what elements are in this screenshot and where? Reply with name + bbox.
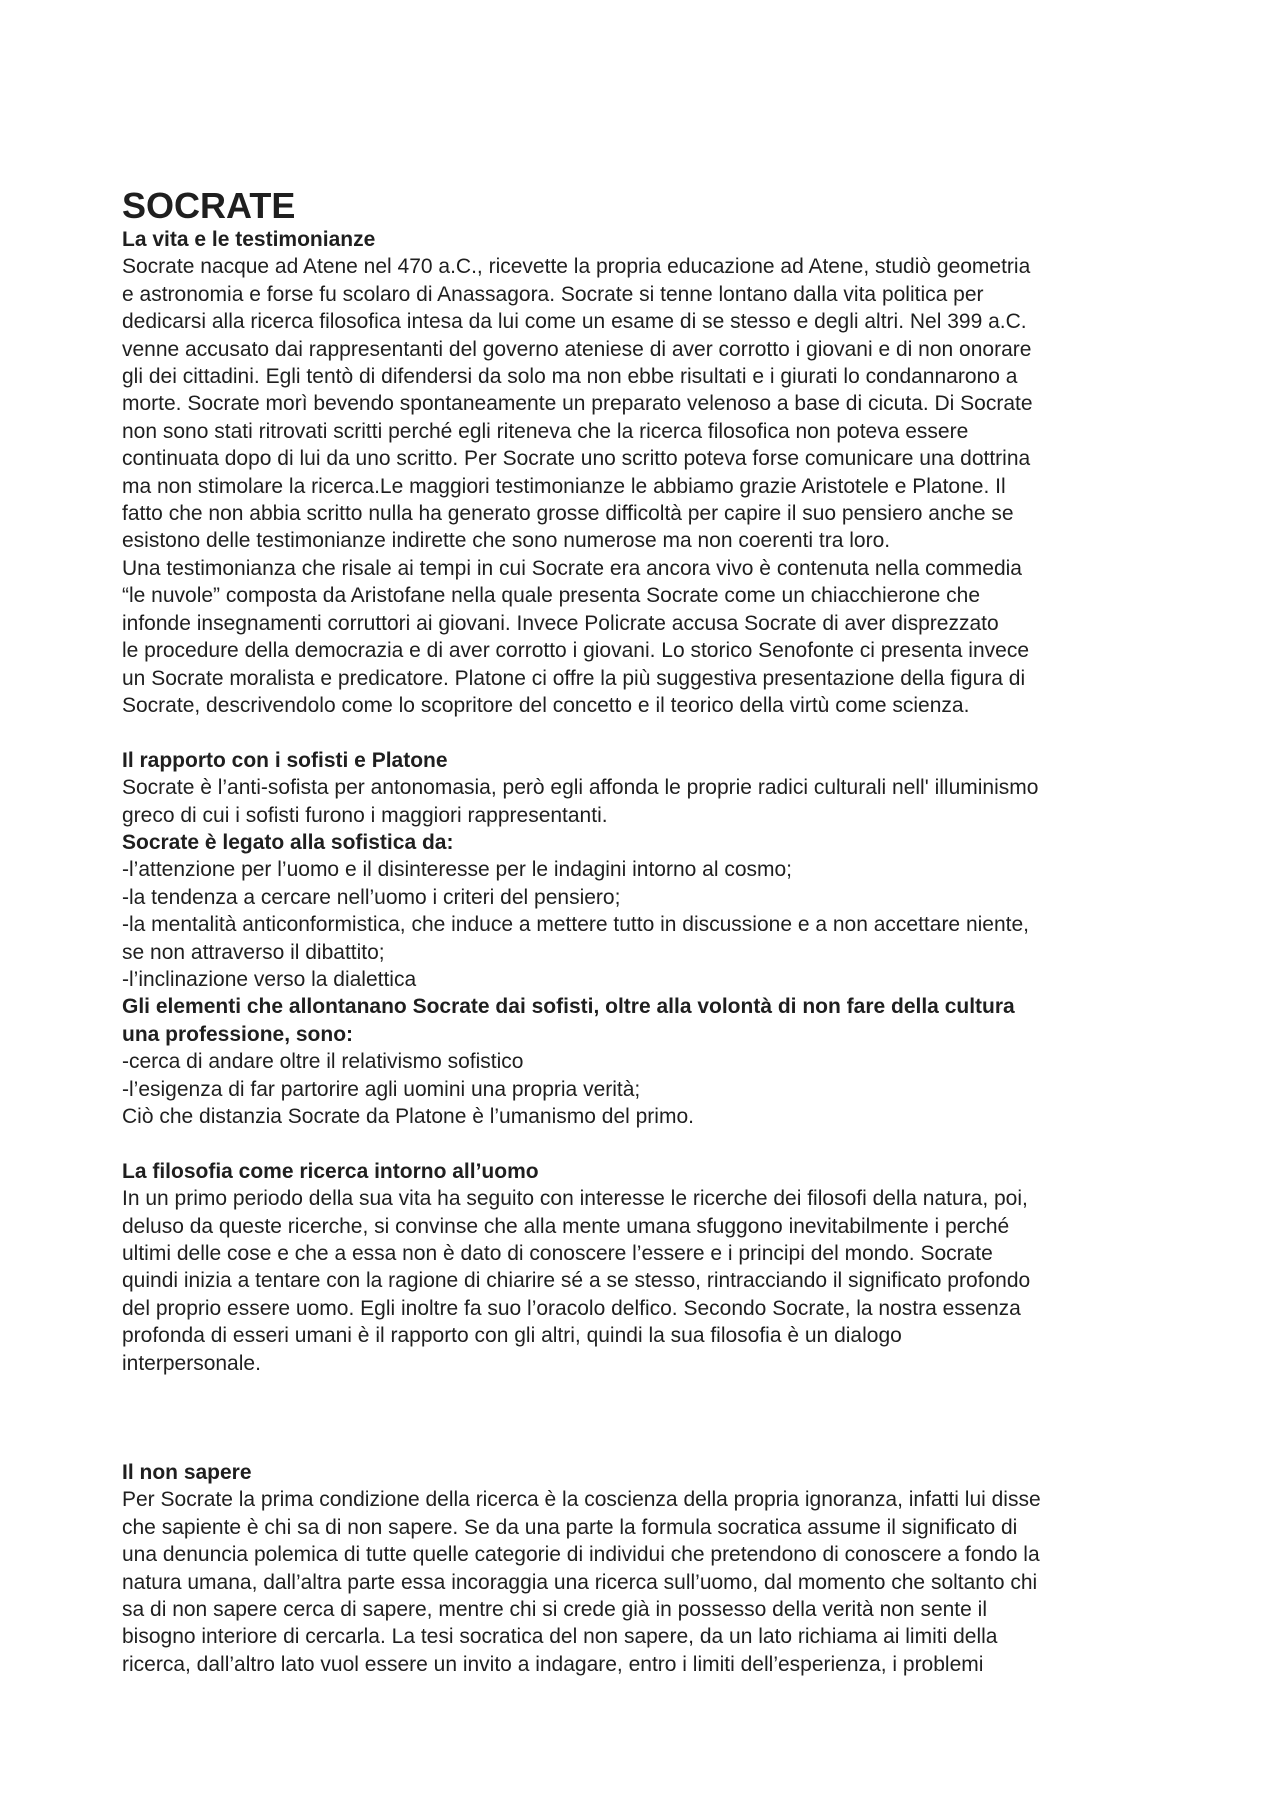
section-heading: La filosofia come ricerca intorno all’uomo [122,1159,539,1183]
paragraph-line: Una testimonianza che risale ai tempi in cui Socrate era ancora vivo è contenuta nella commedia [122,556,1022,580]
section-non-sapere [122,1459,1172,1678]
paragraph-line: bisogno interiore di cercarla. La tesi socratica del non sapere, da un lato richiama ai limiti della [122,1625,998,1649]
paragraph-line: fatto che non abbia scritto nulla ha generato grosse difficoltà per capire il suo pensiero anche se [122,502,1014,526]
paragraph-line: ultimi delle cose e che a essa non è dato di conoscere l’essere e i principi del mondo. Socrate [122,1242,993,1265]
subheading: una professione, sono: [122,1022,354,1046]
document-title: SOCRATE [122,185,296,226]
section-filosofia [122,1158,1172,1377]
paragraph-line: deluso da queste ricerche, si convinse che alla mente umana sfuggono inevitabilmente i perché [122,1214,1010,1238]
list-item: se non attraverso il dibattito; [122,940,385,964]
paragraph-line: greco di cui i sofisti furono i maggiori rappresentanti. [122,803,608,827]
paragraph-line: ma non stimolare la ricerca.Le maggiori testimonianze le abbiamo grazie Aristotele e Platone. Il [122,474,1006,498]
subheading: Gli elementi che allontanano Socrate dai sofisti, oltre alla volontà di non fare della cultura [122,995,1015,1019]
paragraph-line: morte. Socrate morì bevendo spontaneamente un preparato velenoso a base di cicuta. Di Socrate [122,392,1033,416]
section-heading: Il rapporto con i sofisti e Platone [122,748,448,772]
paragraph-line: un Socrate moralista e predicatore. Platone ci offre la più suggestiva presentazione della figura di [122,666,1026,690]
list-item: -la tendenza a cercare nell’uomo i criteri del pensiero; [122,885,621,909]
paragraph-line: una denuncia polemica di tutte quelle categorie di individui che pretendono di conoscere a fondo la [122,1543,1040,1567]
paragraph-line: sa di non sapere cerca di sapere, mentre chi si crede già in possesso della verità non sente il [122,1598,987,1622]
paragraph-line: In un primo periodo della sua vita ha seguito con interesse le ricerche dei filosofi della natura, poi, [122,1187,1028,1211]
paragraph-line: ricerca, dall’altro lato vuol essere un invito a indagare, entro i limiti dell’esperienza, i problemi [122,1652,984,1676]
section-heading: Il non sapere [122,1461,252,1485]
paragraph-line: esistono delle testimonianze indirette che sono numerose ma non coerenti tra loro. [122,529,891,553]
paragraph-line: Socrate, descrivendolo come lo scopritore del concetto e il teorico della virtù come scienza. [122,693,970,717]
paragraph-line: Per Socrate la prima condizione della ricerca è la coscienza della propria ignoranza, infatti lui disse [122,1488,1041,1512]
paragraph-line: che sapiente è chi sa di non sapere. Se da una parte la formula socratica assume il significato di [122,1515,1018,1539]
paragraph-line: non sono stati ritrovati scritti perché egli riteneva che la ricerca filosofica non poteva essere [122,419,969,443]
paragraph-line: Socrate è l’anti-sofista per antonomasia, però egli affonda le proprie radici culturali nell' illuminismo [122,776,1039,800]
paragraph-line: interpersonale. [122,1351,261,1375]
subheading: Socrate è legato alla sofistica da: [122,830,454,854]
paragraph-line: dedicarsi alla ricerca filosofica intesa da lui come un esame di se stesso e degli altri. Nel 399 a.C. [122,310,1027,334]
blank-line [122,1130,1172,1157]
list-item: -l’inclinazione verso la dialettica [122,967,417,991]
paragraph-line: Ciò che distanzia Socrate da Platone è l’umanismo del primo. [122,1104,694,1128]
paragraph-line: e astronomia e forse fu scolaro di Anassagora. Socrate si tenne lontano dalla vita politica per [122,282,984,306]
document-body [122,186,1172,1678]
blank-line [122,719,1172,746]
list-item: -la mentalità anticonformistica, che induce a mettere tutto in discussione e a non accettare niente, [122,913,1029,937]
paragraph-line: gli dei cittadini. Egli tentò di difendersi da solo ma non ebbe risultati e i giurati lo condannarono a [122,365,1018,389]
paragraph-line: infonde insegnamenti corruttori ai giovani. Invece Policrate accusa Socrate di aver disprezzato [122,611,999,635]
paragraph-line: venne accusato dai rappresentanti del governo ateniese di aver corrotto i giovani e di non onorare [122,337,1032,361]
list-item: -cerca di andare oltre il relativismo sofistico [122,1050,524,1074]
paragraph-line: Socrate nacque ad Atene nel 470 a.C., ricevette la propria educazione ad Atene, studiò geometria [122,255,1031,279]
section-heading: La vita e le testimonianze [122,228,376,251]
paragraph-line: del proprio essere uomo. Egli inoltre fa suo l’oracolo delfico. Secondo Socrate, la nostra essenza [122,1296,1021,1320]
paragraph-line: continuata dopo di lui da uno scritto. Per Socrate uno scritto poteva forse comunicare una dottrina [122,447,1031,471]
paragraph-line: “le nuvole” composta da Aristofane nella quale presenta Socrate come un chiacchierone che [122,584,981,608]
blank-space [122,1377,1172,1459]
paragraph-line: profonda di esseri umani è il rapporto con gli altri, quindi la sua filosofia è un dialogo [122,1324,902,1348]
list-item: -l’esigenza di far partorire agli uomini una propria verità; [122,1077,641,1101]
paragraph-line: quindi inizia a tentare con la ragione di chiarire sé a se stesso, rintracciando il significato profondo [122,1269,1031,1293]
paragraph-line: le procedure della democrazia e di aver corrotto i giovani. Lo storico Senofonte ci presenta invece [122,639,1030,663]
section-rapporto [122,747,1172,1131]
list-item: -l’attenzione per l’uomo e il disinteresse per le indagini intorno al cosmo; [122,858,793,882]
paragraph-line: natura umana, dall’altra parte essa incoraggia una ricerca sull’uomo, dal momento che soltanto chi [122,1570,1038,1594]
section-vita [122,226,1172,719]
